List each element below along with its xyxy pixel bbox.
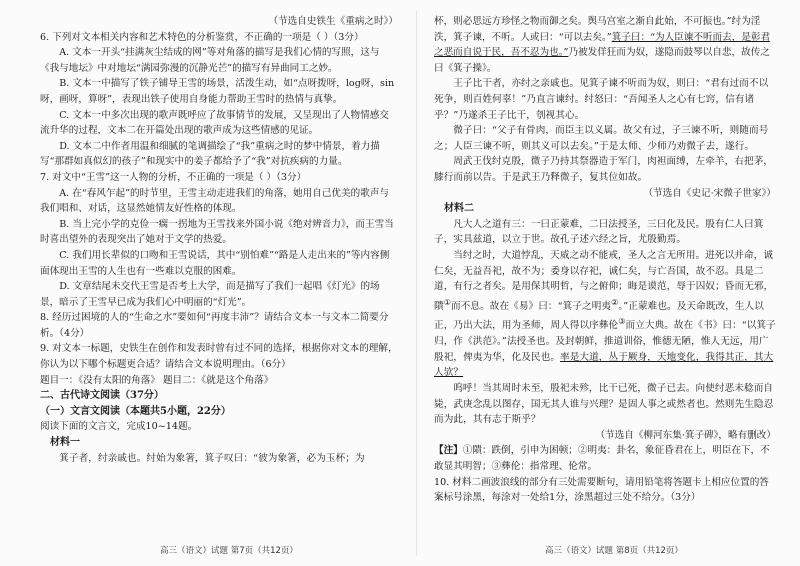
underlined-sentence: 箕子曰：“为人臣谏不听而去， [611,31,742,43]
passage-paragraph-4: 周武王伐纣克殷，微子乃持其祭器造于军门，肉袒面缚，左牵羊，右把茅，膝行而前以告。于是武王乃释微子，复其位如故。 [434,156,774,183]
reading-instruction: 阅读下面的文言文，完成10~14题。 [40,421,198,433]
passage-paragraph-2: 王子比干者，亦纣之亲戚也。见箕子谏不听而为奴，则曰：“君有过而不以死争，则百姓何辜！”乃直言谏纣。纣怒曰：“吾闻圣人之心有七窍，信有诸乎？”乃遂杀王子比干，刳视其心。 [434,78,769,121]
question-7-option-c: C. 我们用长辈似的口吻和王雪说话，其中“别怕难”“路是人走出来的”等内容侧面体现出王雪的人生也有一些难以克服的困难。 [40,249,390,277]
note-mark-3: ③ [618,317,626,327]
underlined-sentence-cont: 是彰君之恶而自说于民，吾不忍为也。” [434,31,771,59]
note-label: 【注】 [434,445,463,457]
section-heading: 二、古代诗文阅读（37分） [40,390,164,402]
question-7-stem: 7. 对文中“王雪”这一人物的分析，不正确的一项是（ ）（3分） [40,171,307,183]
source-citation-2: （节选自《柳河东集·箕子碑》，略有删改） [595,429,776,441]
question-9: 9. 对文本一标题，史铁生在创作和发表时曾有过不同的选择，根据你对文本的理解，你认为以下哪个标题更合适？请结合文本说明理由。（6分） [40,343,398,371]
material-1-heading: 材料一 [50,437,80,449]
note-text: ①隤：跌倒，引申为困顿；②明夷：卦名，象征昏君在上，明臣在下，不敢显其明智；③彝伦：指常理、伦常。 [434,445,770,472]
passage-paragraph-3: 微子曰：“父子有骨肉，而臣主以义属。故父有过，子三谏不听，则随而号之；人臣三谏不听，则其义可以去矣。”于是太师、少师乃劝微子去，遂行。 [434,125,769,152]
passage-line-2: 淫泆，箕子谏，不听。人或曰：“可以去矣。” [434,16,761,43]
annotation-note [434,443,776,474]
question-7-option-a: A. 在“春风乍起”的时节里，王雪主动走进我们的角落，她用自己优美的歌声与我们唱和、对话，这显然她情友好性格的体现。 [40,187,390,215]
question-9-titles: 题目一：《没有太阳的角落》 题目二：《就是这个角落》 [40,374,274,386]
question-6-stem: 6. 下列对文本相关内容和艺术特色的分析鉴赏，不正确的一项是（ ）（3分） [40,31,364,43]
column-divider [416,10,417,556]
question-7-option-b: B. 当上完小学的克俭一瘸一拐地为王雪找来外国小说《绝对辨音力》，而王雪当时喜出望外的表现突出了她对于文学的热爱。 [40,218,394,246]
right-column [434,14,776,536]
subsection-heading: （一）文言文阅读（本题共5小题，22分） [40,405,231,417]
passage-paragraph-6 [434,248,776,381]
passage-text: 而不息。故在《易》曰：“箕子之明夷 [450,300,612,312]
passage-paragraph-5: 凡大人之道有三：一曰正蒙难，二曰法授圣，三曰化及民。殷有仁人曰箕子，实具兹道，以立于世。故孔子述六经之旨，尤殷勤焉。 [434,218,764,246]
passage-text: 。”正蒙难也。及天命既改，生人以正，乃出大法，用为圣师，周人得以序彝伦 [434,300,764,332]
note-mark-1: ① [443,297,451,307]
passage-text: 当纣之时，大道悖乱，天威之动不能戒，圣人之言无所用。进死以并命，诚仁矣，无益吾祀，故不为；委身以存祀，诚仁矣，与亡吾国，故不忍。具是二道，有行之者矣。是用保其明哲，与之俯仰；晦是谟范，辱于囚奴；昏而无邪，隤 [434,249,774,312]
question-7-option-d: D. 文章结尾未交代王雪是否考上大学，而是描写了我们一起唱《灯光》的场景，暗示了王雪早已成为我们心中明丽的“灯光”。 [40,281,380,308]
source-citation: （节选自史铁生《重病之时》） [268,16,398,27]
passage-text: 而立大典。故在《书》曰：“以箕子归，作《洪范》。”法授圣也。及封朝鲜，推道训俗，惟德无陋，惟人无远，用广殷祀，俾夷为华，化及民也。 [434,320,776,363]
note-mark-2: ② [611,297,619,307]
left-column [40,14,398,536]
material-2-heading: 材料二 [444,203,474,215]
source-citation-1: （节选自《史记·宋微子世家》） [643,187,776,199]
question-6-option-d: D. 文本二中作者用温和细腻的笔调描绘了“我”重病之时的梦中情景，着力描写“那群如真似幻的孩子”和现实中的姜子都给予了“我”对抗疾病的力量。 [40,140,380,168]
question-6-option-b: B. 文本一中描写了铁子铺导王雪的场景，活泼生动，如“点呀拨呀，log呀，sin呀，画呀，算呀”，表现出铁子使用自身能力帮助王雪时的热情与真挚。 [40,78,395,105]
question-6-option-c: C. 文本一中多次出现的歌声既呼应了故事情节的发展，又呈现出了人物情感交流升华的过程，文本二在开篇处出现的歌声成为这些情感的见证。 [40,109,389,137]
question-8: 8. 经历过困境的人的“生命之水”要如何“再度丰沛”？请结合文本一与文本二简要分析。（4分） [40,312,389,339]
footer-page-8: 高三（语文）试题 第8页（共12页） [545,546,683,556]
passage-line-3: 乃被发佯狂而为奴，遂隐而鼓琴以自悲，故传之曰《箕子操》。 [434,47,770,74]
passage-paragraph-7: 呜呼！当其周时未至，殷祀未殄，比干已死，微子已去。向使纣恶未稔而自毙，武庚念乱以图存，国无其人谁与兴理？是固人事之或然者也。然则先生隐忍而为此，其有志于斯乎？ [434,383,774,426]
passage-paragraph-1 [434,14,776,76]
footer-page-7: 高三（语文）试题 第7页（共12页） [160,546,298,556]
question-10: 10. 材料二画波浪线的部分有三处需要断句，请用铅笔将答题卡上相应位置的答案标号涂黑，每涂对一处给1分，涂黑超过三处不给分。（3分） [434,476,769,504]
question-6-option-a: A. 文本一开头“挂满灰尘结成的网”等对角落的描写是我们心情的写照，这与《我与地坛》中对地坛“满园弥漫的沉静光芒”的描写有异曲同工之妙。 [40,47,380,74]
passage-line-1: 杯，则必思远方珍怪之物而御之矣。舆马宫室之渐自此始，不可振也。”纣为 [434,16,751,27]
material-1-text: 箕子者，纣亲戚也。纣始为象箸，箕子叹曰：“彼为象箸，必为玉杯；为 [59,452,365,464]
wavy-underlined-sentence: 率是大道，丛于厥身，天地变化，我得其正，其大人欤？ [434,351,774,379]
